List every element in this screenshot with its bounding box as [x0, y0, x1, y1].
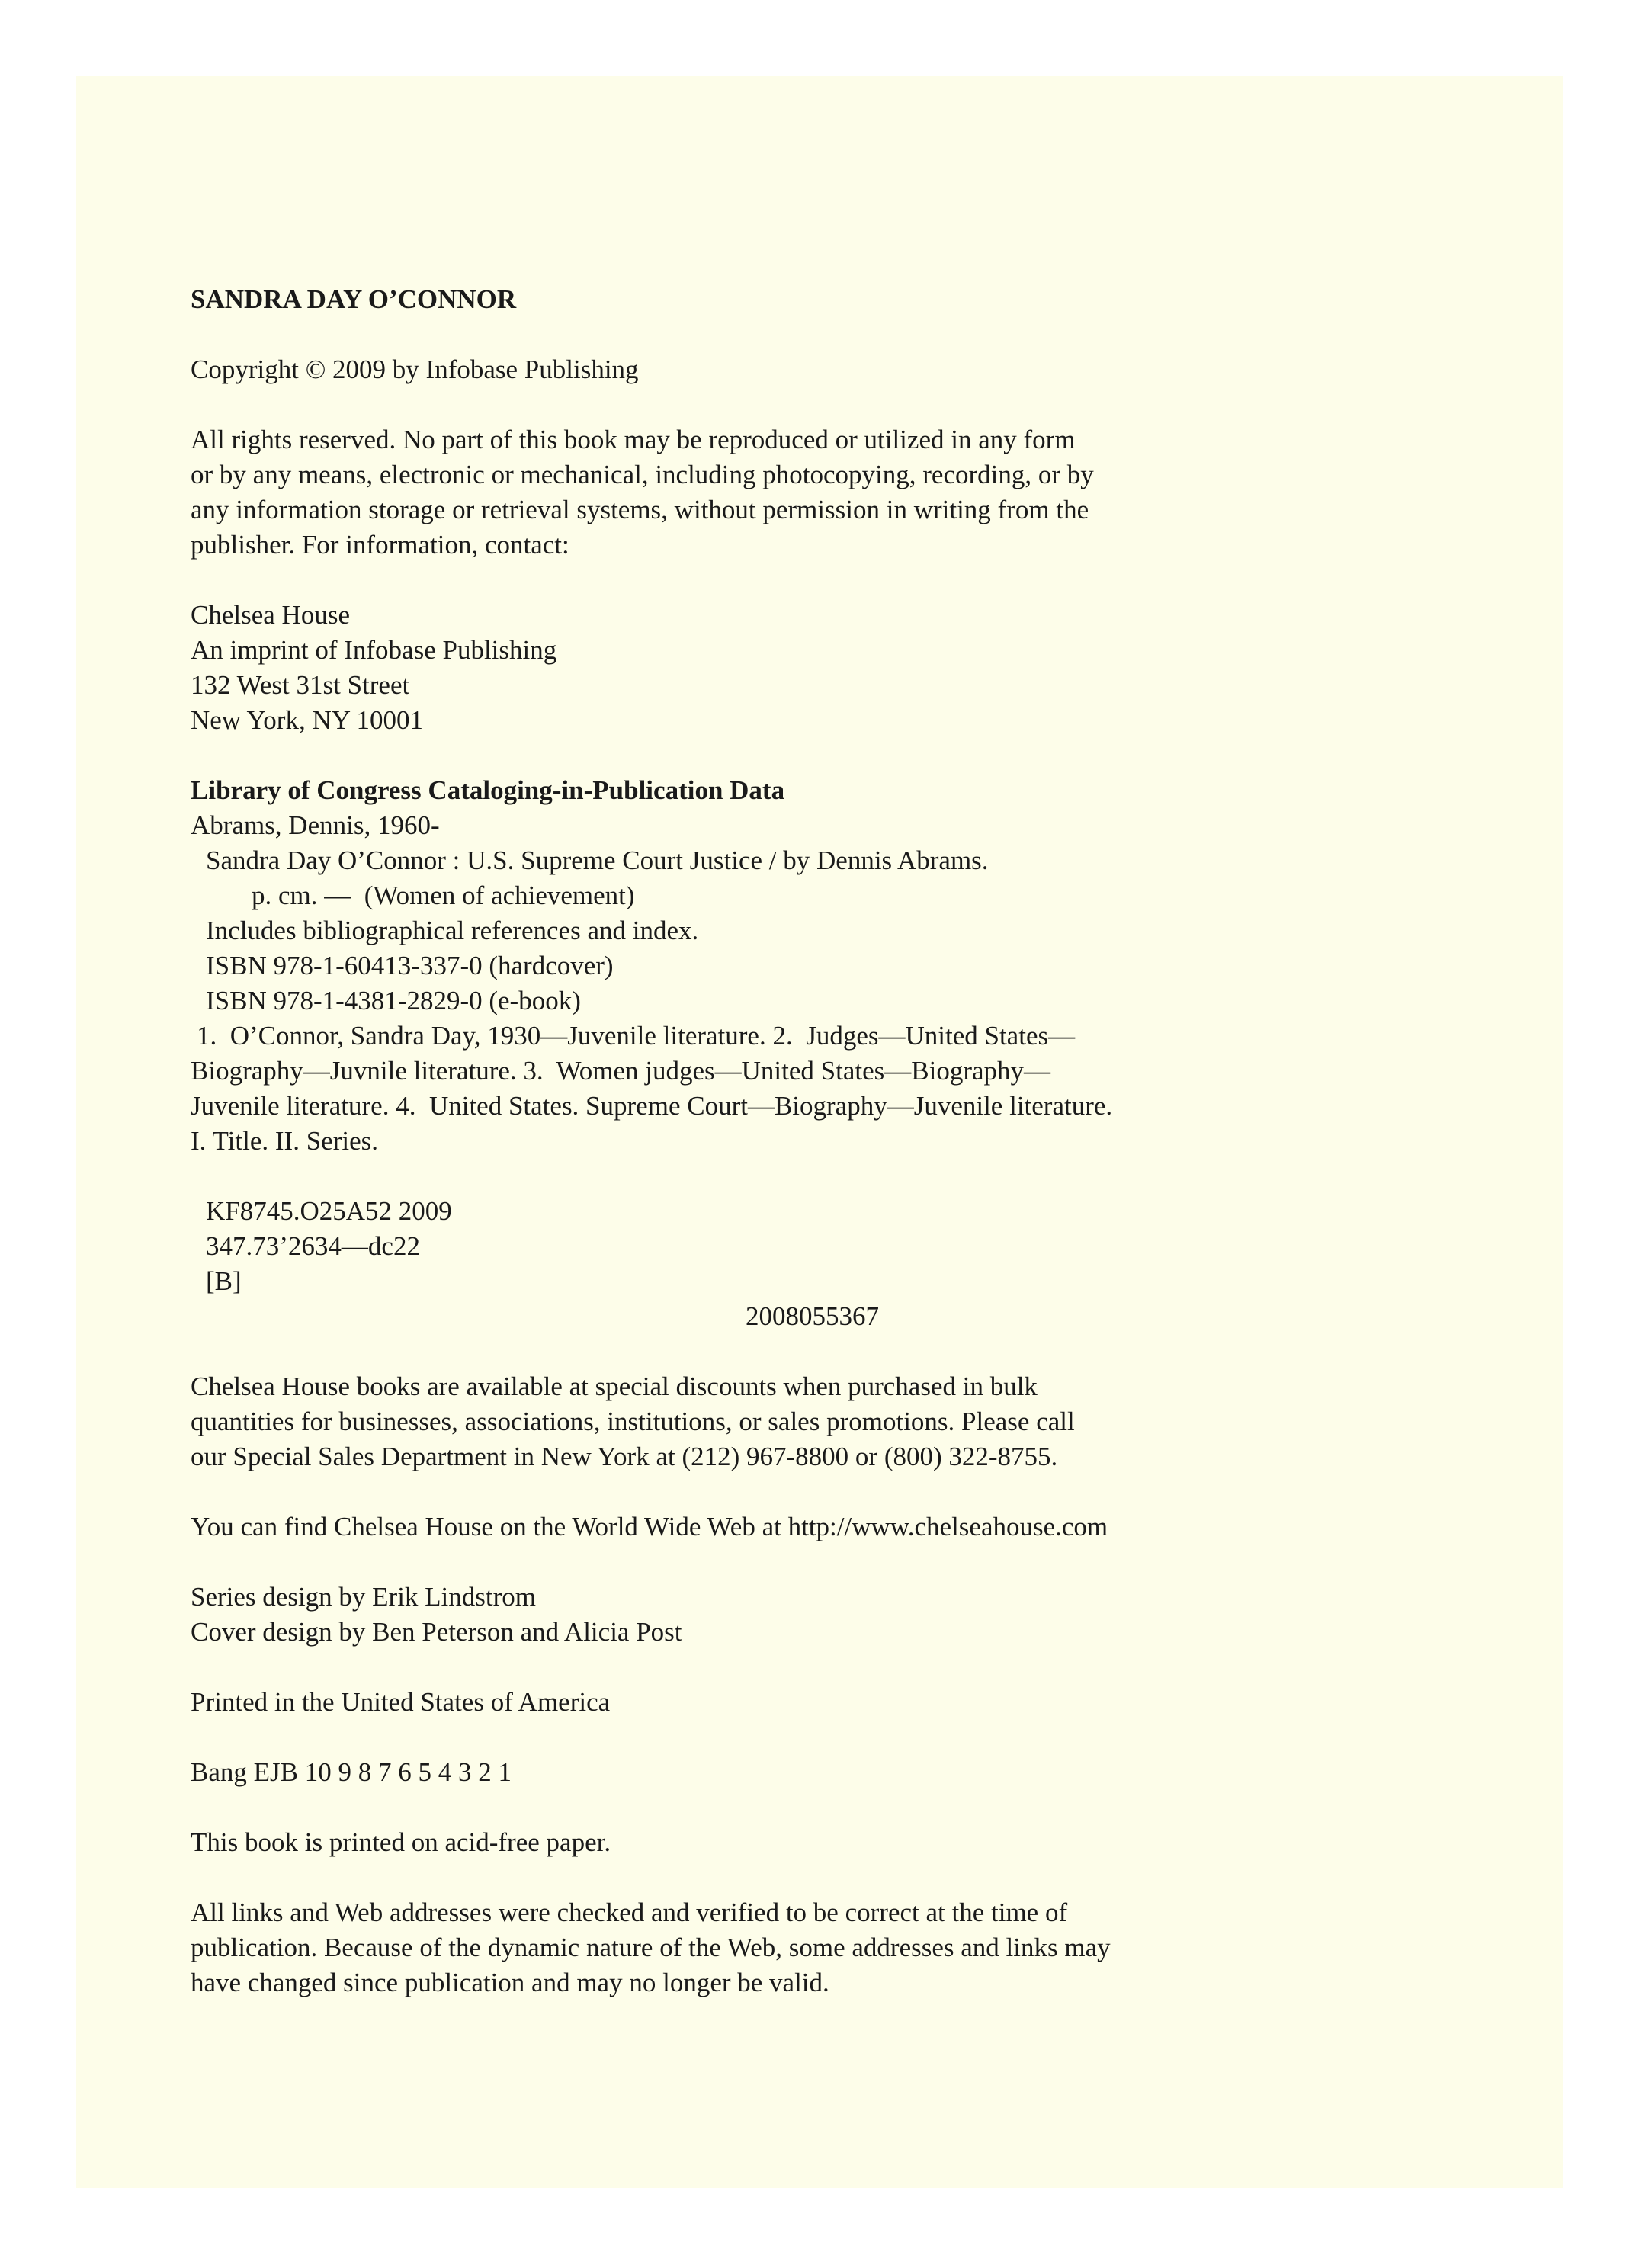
spacer: [191, 1545, 1349, 1580]
spacer: [191, 387, 1349, 422]
series-design-credit: Series design by Erik Lindstrom: [191, 1582, 537, 1612]
printed-in: Printed in the United States of America: [191, 1687, 611, 1717]
spacer: [191, 1720, 1349, 1755]
cip-subject-line: Biography—Juvnile literature. 3. Women judges—United States—Biography—: [191, 1056, 1051, 1086]
spacer: [191, 317, 1349, 352]
contact-line: An imprint of Infobase Publishing: [191, 635, 557, 665]
links-line: All links and Web addresses were checked and verified to be correct at the time of: [191, 1897, 1068, 1927]
rights-paragraph: [191, 422, 1349, 563]
contact-address: [191, 598, 1349, 738]
links-line: have changed since publication and may no longer be valid.: [191, 1968, 829, 1997]
links-line: publication. Because of the dynamic nature of the Web, some addresses and links may: [191, 1933, 1111, 1962]
sales-line: Chelsea House books are available at special discounts when purchased in bulk: [191, 1371, 1038, 1401]
spacer: [191, 563, 1349, 598]
cip-notes: Includes bibliographical references and index.: [206, 916, 699, 945]
cip-call-number: KF8745.O25A52 2009: [206, 1196, 452, 1226]
cip-block: [191, 773, 1349, 1334]
web-address: You can find Chelsea House on the World Wide Web at http://www.chelseahouse.com: [191, 1512, 1108, 1541]
cip-subject-line: I. Title. II. Series.: [191, 1126, 378, 1156]
cip-isbn-ebook: ISBN 978-1-4381-2829-0 (e-book): [206, 986, 581, 1015]
rights-line: All rights reserved. No part of this book may be reproduced or utilized in any form: [191, 425, 1076, 454]
spacer: [191, 1159, 1349, 1194]
copyright-page: [76, 76, 1563, 2188]
book-title: SANDRA DAY O’CONNOR: [191, 284, 517, 314]
cip-dewey: 347.73’2634—dc22: [206, 1231, 420, 1261]
spacer: [191, 1790, 1349, 1825]
spacer: [191, 1860, 1349, 1895]
cip-series: p. cm. — (Women of achievement): [252, 881, 635, 910]
rights-line: or by any means, electronic or mechanical, including photocopying, recording, or by: [191, 460, 1094, 489]
sales-line: quantities for businesses, associations, institutions, or sales promotions. Please call: [191, 1407, 1075, 1436]
links-paragraph: [191, 1895, 1349, 2000]
rights-line: publisher. For information, contact:: [191, 530, 569, 560]
spacer: [191, 1650, 1349, 1685]
spacer: [191, 1474, 1349, 1509]
spacer: [191, 1334, 1349, 1369]
sales-line: our Special Sales Department in New York at (212) 967-8800 or (800) 322-8755.: [191, 1442, 1058, 1471]
copyright-notice: Copyright © 2009 by Infobase Publishing: [191, 354, 639, 384]
cip-bracket: [B]: [206, 1266, 242, 1296]
rights-line: any information storage or retrieval systems, without permission in writing from the: [191, 495, 1089, 524]
contact-line: New York, NY 10001: [191, 705, 423, 735]
print-line: Bang EJB 10 9 8 7 6 5 4 3 2 1: [191, 1757, 512, 1787]
cip-lccn: 2008055367: [746, 1301, 879, 1331]
acid-free-notice: This book is printed on acid-free paper.: [191, 1827, 611, 1857]
cip-title: Sandra Day O’Connor : U.S. Supreme Court Justice / by Dennis Abrams.: [206, 845, 989, 875]
cip-heading: Library of Congress Cataloging-in-Publication Data: [191, 775, 785, 805]
contact-line: 132 West 31st Street: [191, 670, 410, 700]
cip-isbn-hardcover: ISBN 978-1-60413-337-0 (hardcover): [206, 951, 614, 980]
page-content: [191, 282, 1349, 2000]
cip-subject-line: Juvenile literature. 4. United States. Supreme Court—Biography—Juvenile literature.: [191, 1091, 1113, 1121]
spacer: [191, 738, 1349, 773]
contact-line: Chelsea House: [191, 600, 350, 630]
cip-subject-line: 1. O’Connor, Sandra Day, 1930—Juvenile literature. 2. Judges—United States—: [197, 1021, 1076, 1051]
sales-paragraph: [191, 1369, 1349, 1474]
cover-design-credit: Cover design by Ben Peterson and Alicia Post: [191, 1617, 682, 1647]
cip-author: Abrams, Dennis, 1960-: [191, 810, 440, 840]
